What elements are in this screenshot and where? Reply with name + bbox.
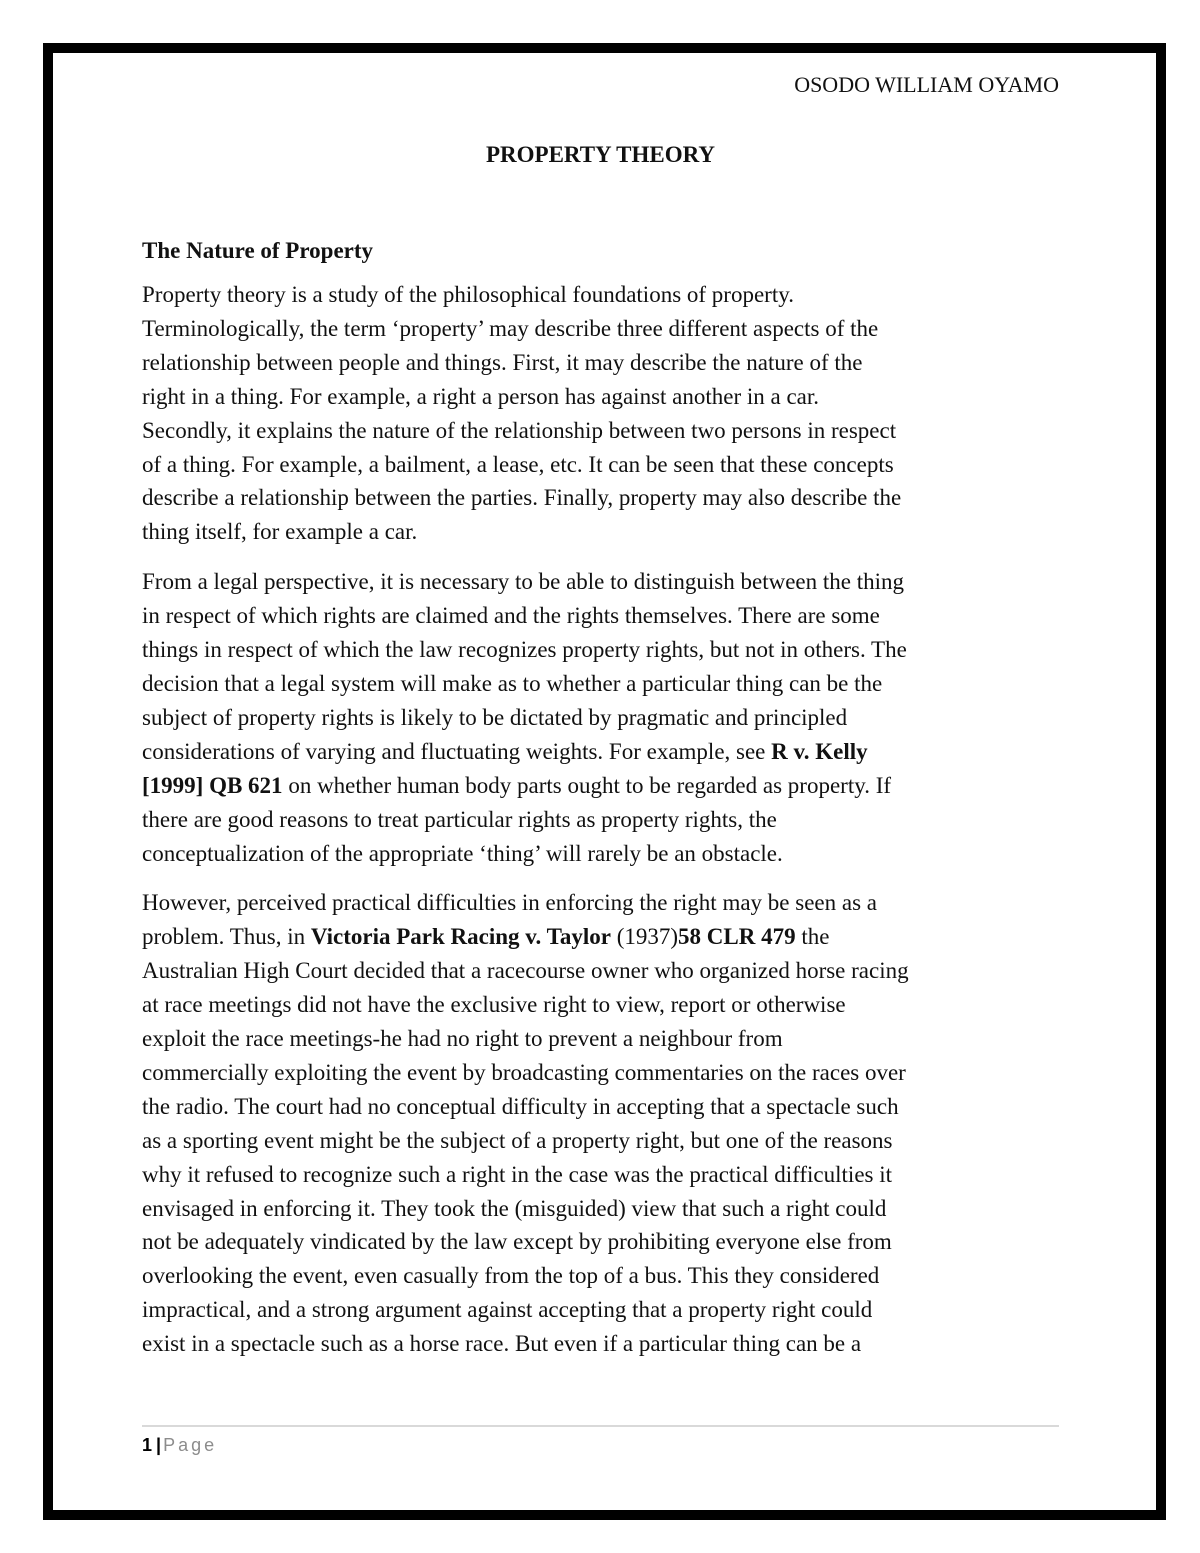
author-name: OSODO WILLIAM OYAMO	[794, 72, 1059, 97]
paragraph-line	[142, 769, 1059, 803]
paragraph-line: Property theory is a study of the philosophical foundations of property.	[142, 282, 794, 307]
text-run: on whether human body parts ought to be regarded as property. If	[282, 772, 892, 798]
paragraph-line: envisaged in enforcing it. They took the (misguided) view that such a right could	[142, 1195, 887, 1221]
paragraph-line: as a sporting event might be the subject of a property right, but one of the reasons	[142, 1127, 893, 1153]
paragraph-line: From a legal perspective, it is necessary to be able to distinguish between the thing	[142, 569, 904, 595]
paragraph-line: why it refused to recognize such a right in the case was the practical difficulties it	[142, 1161, 893, 1187]
paragraph-line: overlooking the event, even casually from the top of a bus. This they considered	[142, 1263, 880, 1289]
paragraph-line: exploit the race meetings-he had no right to prevent a neighbour from	[142, 1026, 783, 1052]
paragraph-line	[142, 920, 1059, 954]
footer-divider	[142, 1425, 1059, 1427]
footer-separator: |	[156, 1435, 162, 1455]
paragraph-line	[142, 735, 1059, 769]
case-citation-reference: 58 CLR 479	[678, 924, 796, 950]
paragraph-line: right in a thing. For example, a right a person has against another in a car.	[142, 383, 820, 409]
paragraph-line: of a thing. For example, a bailment, a lease, etc. It can be seen that these concepts	[142, 451, 894, 477]
paragraph-line: decision that a legal system will make as to whether a particular thing can be the	[142, 670, 883, 696]
paragraph-line: exist in a spectacle such as a horse race. But even if a particular thing can be a	[142, 1331, 862, 1357]
section-heading: The Nature of Property	[142, 238, 374, 263]
paragraph-line: subject of property rights is likely to be dictated by pragmatic and principled	[142, 704, 848, 730]
page-label: Page	[163, 1435, 218, 1455]
paragraph-line: Australian High Court decided that a racecourse owner who organized horse racing	[142, 958, 909, 984]
paragraph-line: Secondly, it explains the nature of the relationship between two persons in respect	[142, 417, 897, 443]
paragraph-line: commercially exploiting the event by broadcasting commentaries on the races over	[142, 1059, 906, 1085]
paragraph-line: the radio. The court had no conceptual difficulty in accepting that a spectacle such	[142, 1093, 899, 1119]
paragraph-line: there are good reasons to treat particular rights as property rights, the	[142, 806, 777, 832]
paragraph-line: relationship between people and things. First, it may describe the nature of the	[142, 349, 863, 375]
paragraph-line: Terminologically, the term ‘property’ may describe three different aspects of the	[142, 315, 879, 341]
paragraph-line: things in respect of which the law recognizes property rights, but not in others. The	[142, 637, 907, 663]
paragraph-line: However, perceived practical difficulties in enforcing the right may be seen as a	[142, 890, 877, 916]
document-title: PROPERTY THEORY	[485, 142, 716, 167]
text-run: problem. Thus, in	[142, 924, 311, 950]
paragraph-3	[142, 886, 1059, 1361]
text-run: considerations of varying and fluctuating weights. For example, see	[142, 738, 772, 764]
paragraph-1	[142, 278, 1059, 549]
case-year: (1937)	[610, 924, 679, 950]
case-citation-reference: [1999] QB 621	[142, 772, 283, 798]
case-citation-name: Victoria Park Racing v. Taylor	[310, 924, 611, 950]
paragraph-line: thing itself, for example a car.	[142, 519, 418, 545]
paragraph-line: not be adequately vindicated by the law except by prohibiting everyone else from	[142, 1229, 892, 1255]
page-content	[142, 68, 1059, 1361]
page-footer	[142, 1431, 217, 1459]
case-citation-name: R v. Kelly	[771, 738, 868, 764]
paragraph-line: in respect of which rights are claimed and the rights themselves. There are some	[142, 603, 880, 629]
page-number: 1	[142, 1435, 153, 1455]
paragraph-line: conceptualization of the appropriate ‘thing’ will rarely be an obstacle.	[142, 840, 783, 866]
paragraph-line: impractical, and a strong argument against accepting that a property right could	[142, 1297, 873, 1323]
paragraph-line: describe a relationship between the parties. Finally, property may also describe the	[142, 485, 902, 511]
paragraph-line: at race meetings did not have the exclusive right to view, report or otherwise	[142, 992, 846, 1018]
text-run: the	[795, 924, 830, 950]
paragraph-2	[142, 565, 1059, 870]
